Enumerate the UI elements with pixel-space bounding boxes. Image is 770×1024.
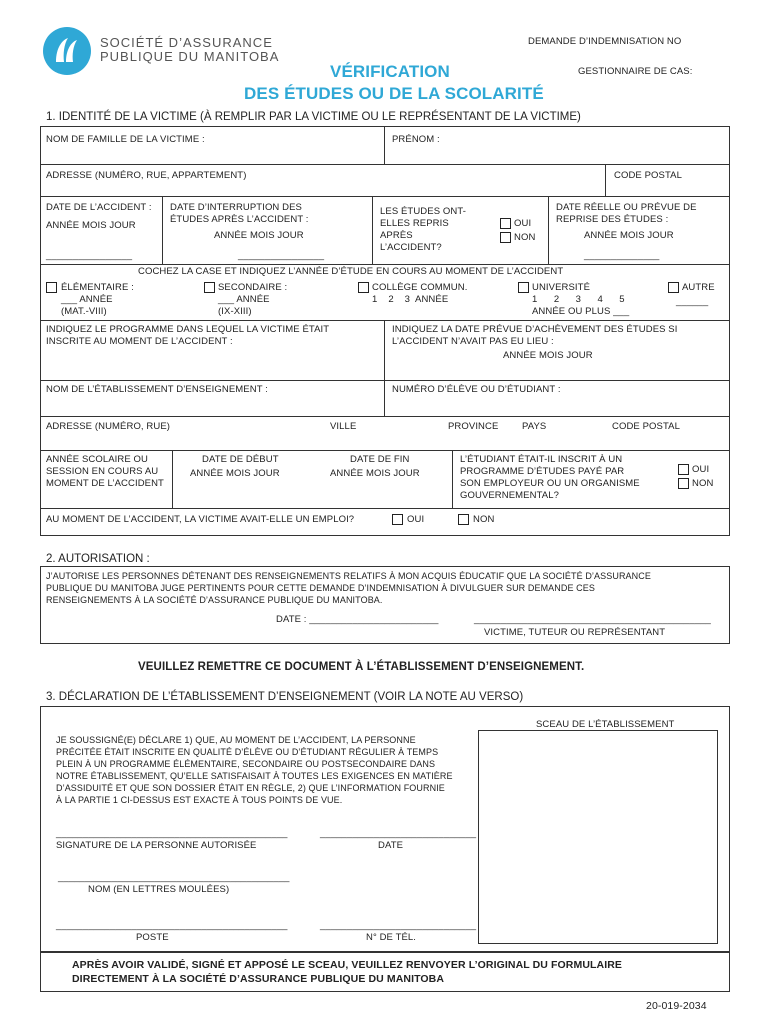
employer-no-checkbox[interactable]	[678, 478, 689, 489]
college-checkbox[interactable]	[358, 282, 369, 293]
employed-yes-checkbox[interactable]	[392, 514, 403, 525]
claim-number-label: DEMANDE D’INDEMNISATION NO	[528, 36, 682, 47]
interruption-date-ymd: ANNÉE MOIS JOUR	[214, 230, 304, 241]
phone-label: N° DE TÉL.	[366, 932, 417, 943]
school-year-label: ANNÉE SCOLAIRE OU SESSION EN COURS AU MOMENT DE L’ACCIDENT	[46, 454, 164, 489]
other-checkbox[interactable]	[668, 282, 679, 293]
section1-title: 1. IDENTITÉ DE LA VICTIME (À REMPLIR PAR LA VICTIME OU LE REPRÉSENTANT DE LA VICTIME)	[46, 111, 581, 123]
case-manager-label: GESTIONNAIRE DE CAS:	[578, 66, 693, 77]
return-notice: VEUILLEZ REMETTRE CE DOCUMENT À L’ÉTABLISSEMENT D’ENSEIGNEMENT.	[138, 661, 585, 673]
school-postal-code-label: CODE POSTAL	[612, 421, 680, 432]
secondary-label: SECONDAIRE :	[218, 282, 288, 293]
university-label: UNIVERSITÉ	[532, 282, 591, 293]
employer-yes-checkbox[interactable]	[678, 464, 689, 475]
employer-no-label: NON	[692, 478, 714, 489]
section3-title: 3. DÉCLARATION DE L’ÉTABLISSEMENT D’ENSEIGNEMENT (VOIR LA NOTE AU VERSO)	[46, 691, 524, 703]
other-line[interactable]: ______	[676, 296, 709, 307]
city-label: VILLE	[330, 421, 357, 432]
secondary-checkbox[interactable]	[204, 282, 215, 293]
resumed-no-checkbox[interactable]	[500, 232, 511, 243]
country-label: PAYS	[522, 421, 547, 432]
employed-no-checkbox[interactable]	[458, 514, 469, 525]
seal-area[interactable]	[478, 730, 718, 944]
resumed-question: LES ÉTUDES ONT- ELLES REPRIS APRÈS L’ACCIDENT?	[380, 206, 466, 253]
employer-program-question: L’ÉTUDIANT ÉTAIT-IL INSCRIT À UN PROGRAMME D’ÉTUDES PAYÉ PAR SON EMPLOYEUR OU UN ORGANISME GOUVERNEMENTAL?	[460, 454, 640, 501]
program-field[interactable]	[42, 350, 382, 378]
employed-yes-label: OUI	[407, 514, 425, 525]
school-address-label: ADRESSE (NUMÉRO, RUE)	[46, 421, 171, 432]
authorization-signature-line[interactable]: ____________________________________________	[474, 614, 711, 625]
postal-code-field[interactable]	[607, 182, 727, 195]
authorization-date-label[interactable]: DATE : ________________________	[276, 614, 439, 625]
signature-line[interactable]: ___________________________________________	[56, 828, 288, 839]
org-name-line2: PUBLIQUE DU MANITOBA	[100, 49, 280, 64]
employed-question: AU MOMENT DE L’ACCIDENT, LA VICTIME AVAIT-ELLE UN EMPLOI?	[46, 514, 355, 525]
completion-ymd: ANNÉE MOIS JOUR	[503, 350, 593, 361]
seal-label: SCEAU DE L’ÉTABLISSEMENT	[536, 719, 675, 730]
university-checkbox[interactable]	[518, 282, 529, 293]
elementary-year[interactable]: ___ ANNÉE	[61, 294, 113, 305]
college-label: COLLÈGE COMMUN.	[372, 282, 468, 293]
address-label: ADRESSE (NUMÉRO, RUE, APPARTEMENT)	[46, 170, 247, 181]
employer-yes-label: OUI	[692, 464, 710, 475]
resume-date-line[interactable]: ______________	[584, 250, 660, 261]
school-name-label: NOM DE L’ÉTABLISSEMENT D’ENSEIGNEMENT :	[46, 384, 268, 395]
student-number-field[interactable]	[386, 398, 728, 414]
resume-date-ymd: ANNÉE MOIS JOUR	[584, 230, 674, 241]
signature-label: SIGNATURE DE LA PERSONNE AUTORISÉE	[56, 840, 257, 851]
authorization-signer-label: VICTIME, TUTEUR OU REPRÉSENTANT	[484, 627, 666, 638]
completion-label: INDIQUEZ LA DATE PRÉVUE D’ACHÈVEMENT DES ÉTUDES SI L’ACCIDENT N’AVAIT PAS EU LIEU :	[392, 324, 678, 347]
secondary-year[interactable]: ___ ANNÉE	[218, 294, 270, 305]
interruption-date-line[interactable]: ________________	[238, 250, 325, 261]
elementary-range: (MAT.-VIII)	[61, 306, 107, 317]
interruption-date-label: DATE D’INTERRUPTION DES ÉTUDES APRÈS L’ACCIDENT :	[170, 202, 309, 225]
name-line[interactable]: ___________________________________________	[58, 872, 290, 883]
first-name-label: PRÉNOM :	[392, 134, 440, 145]
college-years[interactable]: 1 2 3 ANNÉE	[372, 294, 449, 305]
accident-date-line[interactable]: ________________	[46, 250, 133, 261]
start-date-ymd: ANNÉE MOIS JOUR	[190, 468, 280, 479]
secondary-range: (IX-XIII)	[218, 306, 252, 317]
student-number-label: NUMÉRO D’ÉLÈVE OU D’ÉTUDIANT :	[392, 384, 561, 395]
authorization-text: J’AUTORISE LES PERSONNES DÉTENANT DES RENSEIGNEMENTS RELATIFS À MON ACQUIS ÉDUCATIF QUE LA SOCIÉTÉ D’ASSURANCE PUBLIQUE DU MANITOBA JUGE PERTINENTS POUR CETTE DEMANDE D’INDEMNISATION À DIVULGUER SUR DEMANDE CES RENSEIGNEMENTS À LA SOCIÉTÉ D’ASSURANCE PUBLIQUE DU MANITOBA.	[46, 571, 651, 605]
section2-title: 2. AUTORISATION :	[46, 553, 150, 565]
return-instruction: APRÈS AVOIR VALIDÉ, SIGNÉ ET APPOSÉ LE SCEAU, VEUILLEZ RENVOYER L’ORIGINAL DU FORMULAIRE DIRECTEMENT À LA SOCIÉTÉ D’ASSURANCE PUBLIQUE DU MANITOBA	[72, 959, 622, 985]
check-instruction: COCHEZ LA CASE ET INDIQUEZ L’ANNÉE D’ÉTUDE EN COURS AU MOMENT DE L’ACCIDENT	[138, 266, 564, 277]
name-label: NOM (EN LETTRES MOULÉES)	[88, 884, 230, 895]
resumed-no-label: NON	[514, 232, 536, 243]
employed-no-label: NON	[473, 514, 495, 525]
accident-date-ymd: ANNÉE MOIS JOUR	[46, 220, 136, 231]
end-date-ymd: ANNÉE MOIS JOUR	[330, 468, 420, 479]
declaration-text: JE SOUSSIGNÉ(E) DÉCLARE 1) QUE, AU MOMENT DE L’ACCIDENT, LA PERSONNE PRÉCITÉE ÉTAIT INSCRITE EN QUALITÉ D’ÉLÈVE OU D’ÉTUDIANT RÉGULIER À TEMPS PLEIN À UN PROGRAMME ÉLÉMENTAIRE, SECONDAIRE OU POSTSECONDAIRE DANS NOTRE ÉTABLISSEMENT, QU’ELLE SATISFAISAIT À TOUTES LES EXIGENCES EN MATIÈRE D’ASSIDUITÉ ET QUE SON DOSSIER ÉTAIT EN RÈGLE, 2) QUE L’INFORMATION FOURNIE À LA PARTIE 1 CI-DESSUS EST EXACTE À TOUS POINTS DE VUE.	[56, 735, 453, 805]
program-label: INDIQUEZ LE PROGRAMME DANS LEQUEL LA VICTIME ÉTAIT INSCRITE AU MOMENT DE L’ACCIDENT :	[46, 324, 330, 347]
position-line[interactable]: ___________________________________________	[56, 920, 288, 931]
form-title-line2: DES ÉTUDES OU DE LA SCOLARITÉ	[244, 84, 544, 103]
resume-date-label: DATE RÉELLE OU PRÉVUE DE REPRISE DES ÉTUDES :	[556, 202, 697, 225]
university-more[interactable]: ANNÉE OU PLUS ___	[532, 306, 630, 317]
elementary-checkbox[interactable]	[46, 282, 57, 293]
start-date-label: DATE DE DÉBUT	[202, 454, 279, 465]
decl-date-line[interactable]: _____________________________	[320, 828, 477, 839]
phone-line[interactable]: _____________________________	[320, 920, 477, 931]
resumed-yes-label: OUI	[514, 218, 532, 229]
form-title-line1: VÉRIFICATION	[330, 62, 450, 81]
university-years[interactable]: 1 2 3 4 5	[532, 294, 625, 305]
first-name-field[interactable]	[386, 146, 728, 162]
address-field[interactable]	[42, 182, 602, 195]
accident-date-label: DATE DE L’ACCIDENT :	[46, 202, 152, 213]
elementary-label: ÉLÉMENTAIRE :	[61, 282, 134, 293]
end-date-label: DATE DE FIN	[350, 454, 410, 465]
decl-date-label: DATE	[378, 840, 404, 851]
last-name-label: NOM DE FAMILLE DE LA VICTIME :	[46, 134, 205, 145]
mpi-logo-icon	[42, 26, 92, 76]
form-number: 20-019-2034	[646, 1000, 707, 1012]
postal-code-label: CODE POSTAL	[614, 170, 682, 181]
resumed-yes-checkbox[interactable]	[500, 218, 511, 229]
school-name-field[interactable]	[42, 398, 382, 414]
org-name-line1: SOCIÉTÉ D’ASSURANCE	[100, 35, 273, 50]
position-label: POSTE	[136, 932, 169, 943]
last-name-field[interactable]	[42, 146, 382, 162]
province-label: PROVINCE	[448, 421, 499, 432]
other-label: AUTRE	[682, 282, 715, 293]
